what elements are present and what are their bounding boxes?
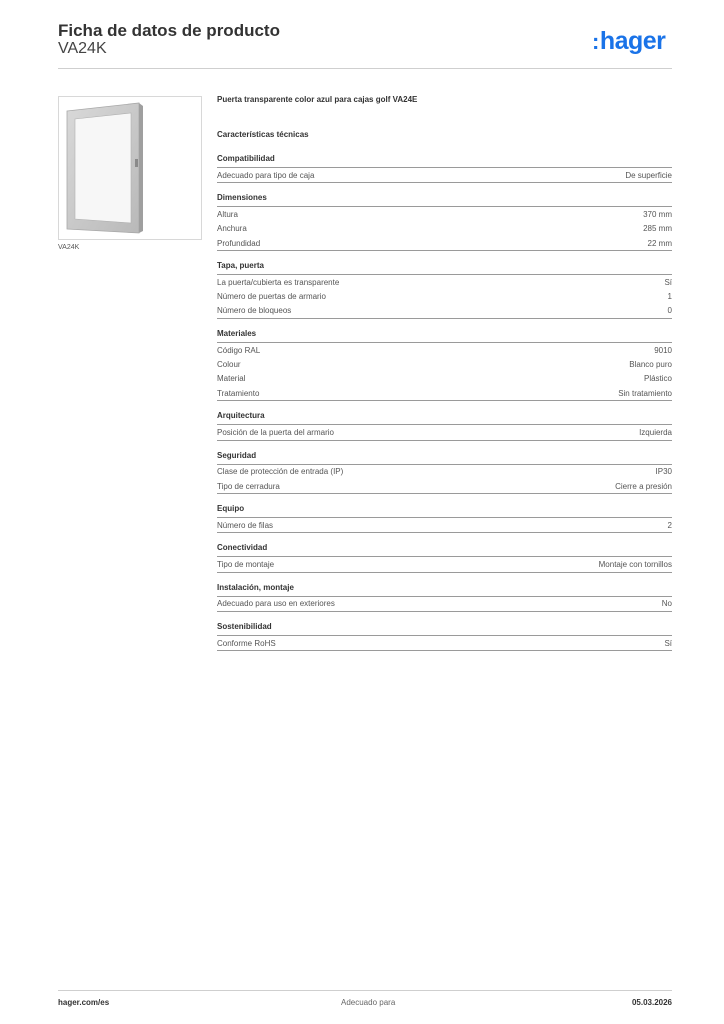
spec-label: Número de bloqueos bbox=[217, 306, 292, 316]
spec-row bbox=[217, 343, 672, 357]
spec-value: IP30 bbox=[655, 467, 672, 477]
section-title: Compatibilidad bbox=[217, 154, 672, 168]
spec-label: Código RAL bbox=[217, 345, 261, 355]
section-title: Seguridad bbox=[217, 451, 672, 465]
spec-label: Anchura bbox=[217, 224, 247, 234]
hager-logo: :hager bbox=[592, 27, 666, 55]
spec-row bbox=[217, 597, 672, 612]
spec-section bbox=[217, 261, 672, 319]
spec-value: 0 bbox=[667, 306, 672, 316]
page-title: Ficha de datos de producto bbox=[58, 21, 280, 40]
spec-label: Material bbox=[217, 374, 246, 384]
product-reference: VA24K bbox=[58, 40, 107, 57]
spec-label: Número de filas bbox=[217, 520, 274, 530]
spec-row bbox=[217, 304, 672, 319]
spec-section bbox=[217, 543, 672, 572]
spec-value: Izquierda bbox=[639, 427, 672, 437]
spec-section bbox=[217, 329, 672, 401]
spec-row bbox=[217, 425, 672, 440]
spec-row bbox=[217, 236, 672, 251]
spec-section bbox=[217, 154, 672, 183]
logo-text: hager bbox=[599, 27, 666, 55]
footer-website: hager.com/es bbox=[58, 998, 110, 1007]
specs-panel bbox=[217, 95, 672, 651]
footer-note: Adecuado para bbox=[341, 998, 396, 1007]
spec-label: Número de puertas de armario bbox=[217, 292, 326, 302]
spec-label: Clase de protección de entrada (IP) bbox=[217, 467, 344, 477]
spec-row bbox=[217, 168, 672, 183]
section-title: Sostenibilidad bbox=[217, 622, 672, 636]
spec-section bbox=[217, 411, 672, 440]
spec-value: No bbox=[661, 599, 672, 609]
spec-label: Tratamiento bbox=[217, 388, 260, 398]
spec-label: Tipo de cerradura bbox=[217, 481, 280, 491]
spec-row bbox=[217, 222, 672, 236]
spec-section bbox=[217, 622, 672, 651]
spec-section bbox=[217, 193, 672, 251]
spec-row bbox=[217, 557, 672, 572]
spec-value: 285 mm bbox=[643, 224, 672, 234]
spec-row bbox=[217, 479, 672, 494]
spec-value: Cierre a presión bbox=[615, 481, 672, 491]
spec-row bbox=[217, 372, 672, 386]
footer-date: 05.03.2026 bbox=[631, 998, 672, 1007]
spec-label: Profundidad bbox=[217, 238, 261, 248]
spec-row bbox=[217, 357, 672, 371]
spec-row bbox=[217, 518, 672, 533]
spec-value: 2 bbox=[667, 520, 672, 530]
spec-value: Plástico bbox=[643, 374, 672, 384]
header-divider bbox=[58, 68, 672, 69]
spec-label: Posición de la puerta del armario bbox=[217, 427, 334, 437]
spec-row bbox=[217, 289, 672, 303]
spec-section bbox=[217, 451, 672, 495]
specs-heading: Características técnicas bbox=[217, 130, 309, 139]
footer-divider bbox=[58, 990, 672, 991]
spec-row bbox=[217, 636, 672, 651]
spec-value: Sí bbox=[664, 638, 672, 648]
spec-section bbox=[217, 583, 672, 612]
section-title: Equipo bbox=[217, 504, 672, 518]
spec-value: Sí bbox=[664, 277, 672, 287]
section-title: Materiales bbox=[217, 329, 672, 343]
spec-row bbox=[217, 386, 672, 401]
section-title: Arquitectura bbox=[217, 411, 672, 425]
spec-label: Adecuado para uso en exteriores bbox=[217, 599, 335, 609]
spec-value: 370 mm bbox=[643, 209, 672, 219]
spec-value: Sin tratamiento bbox=[618, 388, 672, 398]
spec-label: Conforme RoHS bbox=[217, 638, 276, 648]
section-title: Instalación, montaje bbox=[217, 583, 672, 597]
spec-section bbox=[217, 504, 672, 533]
spec-label: La puerta/cubierta es transparente bbox=[217, 277, 340, 287]
section-title: Dimensiones bbox=[217, 193, 672, 207]
spec-value: De superficie bbox=[625, 170, 672, 180]
spec-value: 22 mm bbox=[647, 238, 672, 248]
product-description: Puerta transparente color azul para cajas golf VA24E bbox=[217, 95, 418, 104]
section-title: Conectividad bbox=[217, 543, 672, 557]
spec-row bbox=[217, 275, 672, 289]
spec-value: Montaje con tornillos bbox=[598, 560, 672, 570]
spec-label: Colour bbox=[217, 360, 241, 370]
section-title: Tapa, puerta bbox=[217, 261, 672, 275]
spec-value: 9010 bbox=[654, 345, 672, 355]
spec-label: Altura bbox=[217, 209, 238, 219]
spec-label: Tipo de montaje bbox=[217, 560, 275, 570]
image-caption: VA24K bbox=[58, 244, 80, 251]
spec-row bbox=[217, 465, 672, 479]
spec-row bbox=[217, 207, 672, 221]
spec-value: 1 bbox=[667, 292, 672, 302]
spec-label: Adecuado para tipo de caja bbox=[217, 170, 315, 180]
spec-value: Blanco puro bbox=[629, 360, 672, 370]
product-image bbox=[58, 96, 202, 240]
